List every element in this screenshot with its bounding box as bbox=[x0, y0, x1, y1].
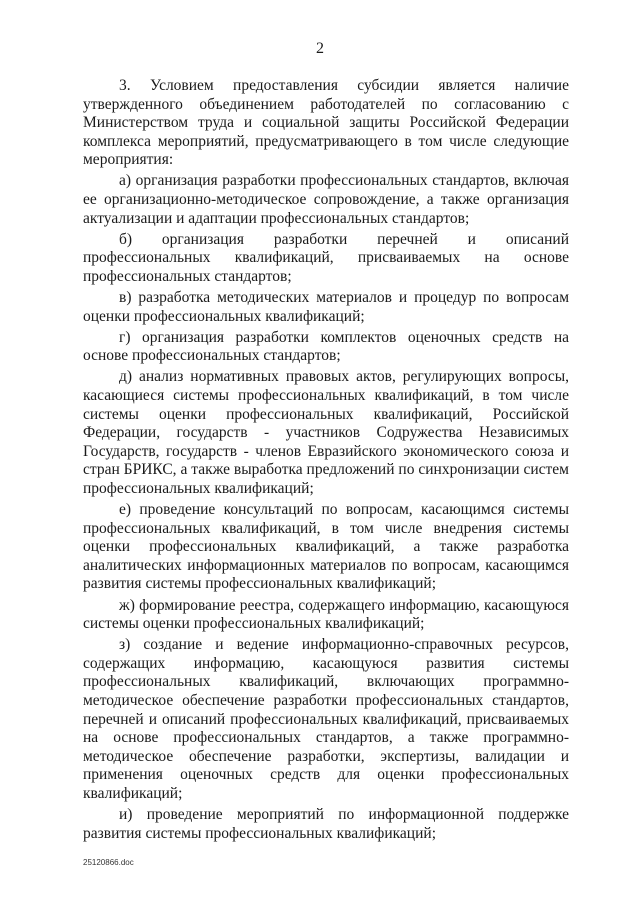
list-item-g: г) организация разработки комплектов оценочных средств на основе профессиональных стандартов; bbox=[83, 328, 569, 365]
document-body bbox=[83, 77, 569, 846]
list-item-b: б) организация разработки перечней и описаний профессиональных квалификаций, присваиваемых на основе профессиональных стандартов; bbox=[83, 230, 569, 285]
document-filename: 25120866.doc bbox=[83, 858, 134, 867]
list-item-a: а) организация разработки профессиональных стандартов, включая ее организационно-методическое сопровождение, а также организация актуализации и адаптации профессиональных стандартов; bbox=[83, 172, 569, 227]
list-item-d: д) анализ нормативных правовых актов, регулирующих вопросы, касающиеся системы профессиональных квалификаций, в том числе системы оценки профессиональных квалификаций, Российской Федерации, государств - участников Содружества Независимых Государств, государств - членов Евразийского экономического союза и стран БРИКС, а также выработка предложений по синхронизации систем профессиональных квалификаций; bbox=[83, 368, 569, 497]
list-item-e: е) проведение консультаций по вопросам, касающимся системы профессиональных квалификаций, в том числе внедрения системы оценки профессиональных квалификаций, а также разработка аналитических информационных материалов по вопросам, касающимся развития системы профессиональных квалификаций; bbox=[83, 501, 569, 593]
list-item-i: и) проведение мероприятий по информационной поддержке развития системы профессиональных квалификаций; bbox=[83, 806, 569, 842]
list-item-z: з) создание и ведение информационно-справочных ресурсов, содержащих информацию, касающуюся развития системы профессиональных квалификаций, включающих программно-методическое обеспечение разработки профессиональных стандартов, перечней и описаний профессиональных квалификаций, присваиваемых на основе профессиональных стандартов, а также программно-методическое обеспечение разработки, экспертизы, валидации и применения оценочных средств для оценки профессиональных квалификаций; bbox=[83, 636, 569, 802]
list-item-v: в) разработка методических материалов и процедур по вопросам оценки профессиональных квалификаций; bbox=[83, 289, 569, 325]
list-item-zh: ж) формирование реестра, содержащего информацию, касающуюся системы оценки профессиональных квалификаций; bbox=[83, 596, 569, 633]
paragraph-3: 3. Условием предоставления субсидии является наличие утвержденного объединением работодателей по согласованию с Министерством труда и социальной защиты Российской Федерации комплекса мероприятий, предусматривающего в том числе следующие мероприятия: bbox=[83, 77, 569, 169]
page-number: 2 bbox=[316, 40, 324, 57]
